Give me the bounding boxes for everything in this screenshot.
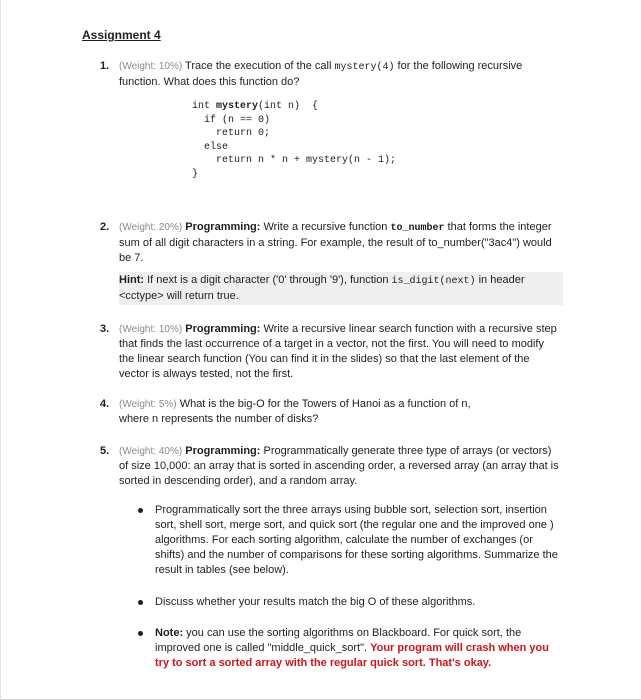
question-text: (Weight: 5%) What is the big-O for the Towers of Hanoi as a function of n, where n represents the number of disks?: [119, 398, 471, 425]
question-number: 5.: [100, 445, 110, 457]
code-block: int mystery(int n) { if (n == 0) return 0; else return n * n + mystery(n - 1); }: [192, 101, 397, 180]
question-2: [100, 220, 560, 305]
question-number: 3.: [100, 323, 110, 335]
question-4: [100, 397, 560, 427]
inline-code: to_number: [390, 223, 445, 234]
question-1: [100, 59, 560, 90]
list-item: Discuss whether your results match the big O of these algorithms.: [138, 595, 563, 610]
question-text: (Weight: 20%) Programming: Write a recursive function to_number that forms the integer sum of all digit characters in a string. For example, the result of to_number("3ac4") would be 7. Hint: If next is a digit character ('0' through '9'), function is_digit(next) in header <cctype> will return true.: [119, 220, 560, 305]
weight-label: (Weight: 5%): [119, 399, 177, 410]
warning-text: Your program will crash when you try to sort a sorted array with the regular quick sort. That's okay.: [155, 642, 549, 669]
question-text: (Weight: 10%) Trace the execution of the call mystery(4) for the following recursive function. What does this function do?: [119, 60, 523, 88]
question-number: 2.: [100, 221, 110, 233]
list-item: Programmatically sort the three arrays using bubble sort, selection sort, insertion sort, shell sort, merge sort, and quick sort (the regular one and the improved one ) algorithms. For each sorting algorithm, calculate the number of exchanges (or shifts) and the number of comparisons for these sorting algorithms. Summarize the result in tables (see below).: [138, 503, 563, 578]
hint-box: Hint: If next is a digit character ('0' through '9'), function is_digit(next) in header <cctype> will return true.: [119, 272, 563, 305]
bullet-list: [138, 626, 563, 671]
weight-label: (Weight: 10%): [119, 324, 183, 335]
inline-code: mystery(4): [334, 62, 395, 73]
page-title: Assignment 4: [82, 28, 161, 42]
question-number: 4.: [100, 398, 110, 410]
question-number: 1.: [100, 60, 110, 72]
weight-label: (Weight: 20%): [119, 222, 183, 233]
bullet-icon: [138, 631, 143, 636]
question-5: [100, 444, 560, 489]
question-text: (Weight: 40%) Programming: Programmatically generate three type of arrays (or vectors) of size 10,000: an array that is sorted in ascending order, a reversed array (an array that is sorted in descending order), and a random array.: [119, 445, 559, 487]
bullet-list: [138, 595, 563, 610]
bullet-icon: [138, 600, 143, 605]
bullet-icon: [138, 508, 143, 513]
inline-code: is_digit(next): [391, 276, 476, 287]
question-text: (Weight: 10%) Programming: Write a recursive linear search function with a recursive step that finds the last occurrence of a target in a vector, not the first. You will need to modify the linear search function (You can find it in the slides) so that the last element of the vector is always tested, not the first.: [119, 323, 557, 380]
weight-label: (Weight: 10%): [119, 61, 183, 72]
question-3: [100, 322, 560, 382]
weight-label: (Weight: 40%): [119, 446, 183, 457]
bullet-list: [138, 503, 563, 578]
list-item: Note: you can use the sorting algorithms on Blackboard. For quick sort, the improved one is called "middle_quick_sort". Your program will crash when you try to sort a sorted array with the regular quick sort. That's okay.: [138, 626, 563, 671]
